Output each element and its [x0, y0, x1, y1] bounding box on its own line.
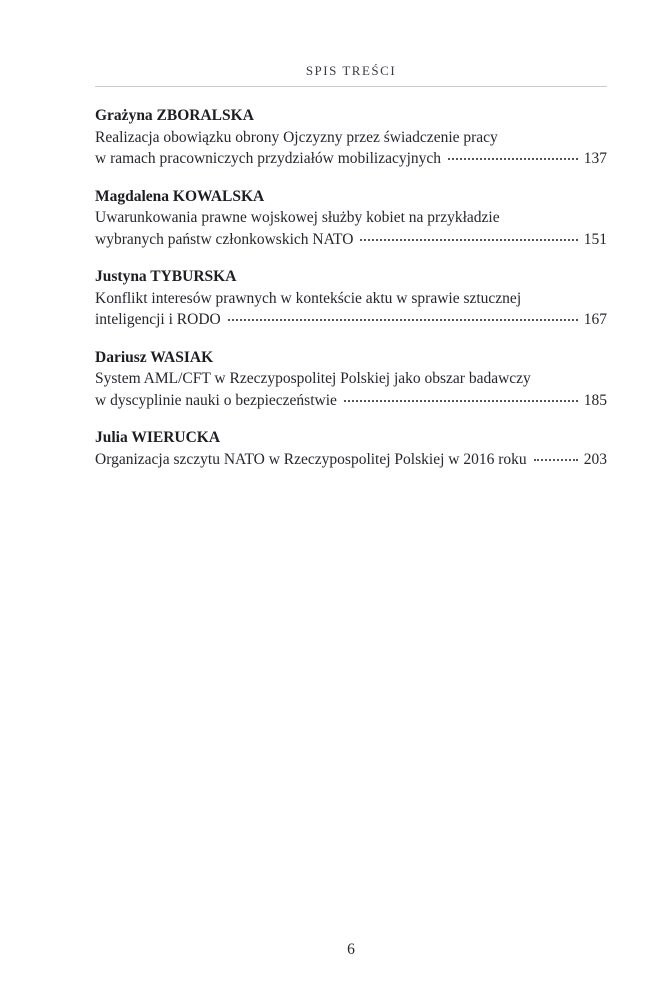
- entry-page-number: 203: [583, 450, 607, 468]
- entry-title-line: System AML/CFT w Rzeczypospolitej Polskiej jako obszar badawczy: [95, 370, 531, 387]
- running-header: SPIS TREŚCI: [305, 63, 397, 78]
- entry-title-line: Realizacja obowiązku obrony Ojczyzny przez świadczenie pracy: [95, 128, 498, 146]
- toc-entry: [95, 427, 607, 470]
- entry-title-line: Konflikt interesów prawnych w kontekście aktu w sprawie sztucznej: [95, 289, 522, 307]
- dot-leader: [448, 158, 578, 160]
- entry-leader-line: [95, 148, 607, 170]
- entry-author: Grażyna ZBORALSKA: [95, 107, 254, 124]
- toc-entries: [95, 105, 607, 470]
- entry-page-number: 185: [583, 391, 607, 409]
- toc-entry: [95, 186, 607, 251]
- page-number: 6: [347, 941, 355, 958]
- entry-title-line: w dyscyplinie nauki o bezpieczeństwie: [95, 391, 337, 409]
- toc-entry: [95, 266, 607, 331]
- entry-title-line: Organizacja szczytu NATO w Rzeczypospolitej Polskiej w 2016 roku: [95, 450, 527, 468]
- entry-page-number: 167: [583, 311, 607, 328]
- entry-title-line: inteligencji i RODO: [95, 311, 221, 328]
- dot-leader: [228, 319, 578, 321]
- entry-author: Magdalena KOWALSKA: [95, 187, 265, 205]
- entry-page-number: 151: [583, 230, 607, 248]
- header-rule: [95, 86, 607, 87]
- entry-title-line: w ramach pracowniczych przydziałów mobilizacyjnych: [95, 150, 442, 167]
- entry-author: Julia WIERUCKA: [95, 429, 221, 446]
- entry-leader-line: [95, 390, 607, 412]
- entry-leader-line: [95, 449, 607, 471]
- dot-leader: [360, 239, 577, 241]
- page-content: [0, 0, 666, 470]
- toc-entry: [95, 105, 607, 170]
- entry-author: Justyna TYBURSKA: [95, 268, 237, 285]
- entry-page-number: 137: [583, 150, 607, 167]
- dot-leader: [534, 459, 578, 461]
- entry-leader-line: [95, 229, 607, 251]
- entry-title-line: wybranych państw członkowskich NATO: [95, 230, 354, 248]
- dot-leader: [344, 400, 578, 402]
- entry-leader-line: [95, 309, 607, 331]
- toc-entry: [95, 347, 607, 412]
- entry-title-line: Uwarunkowania prawne wojskowej służby kobiet na przykładzie: [95, 209, 500, 226]
- entry-author: Dariusz WASIAK: [95, 348, 214, 366]
